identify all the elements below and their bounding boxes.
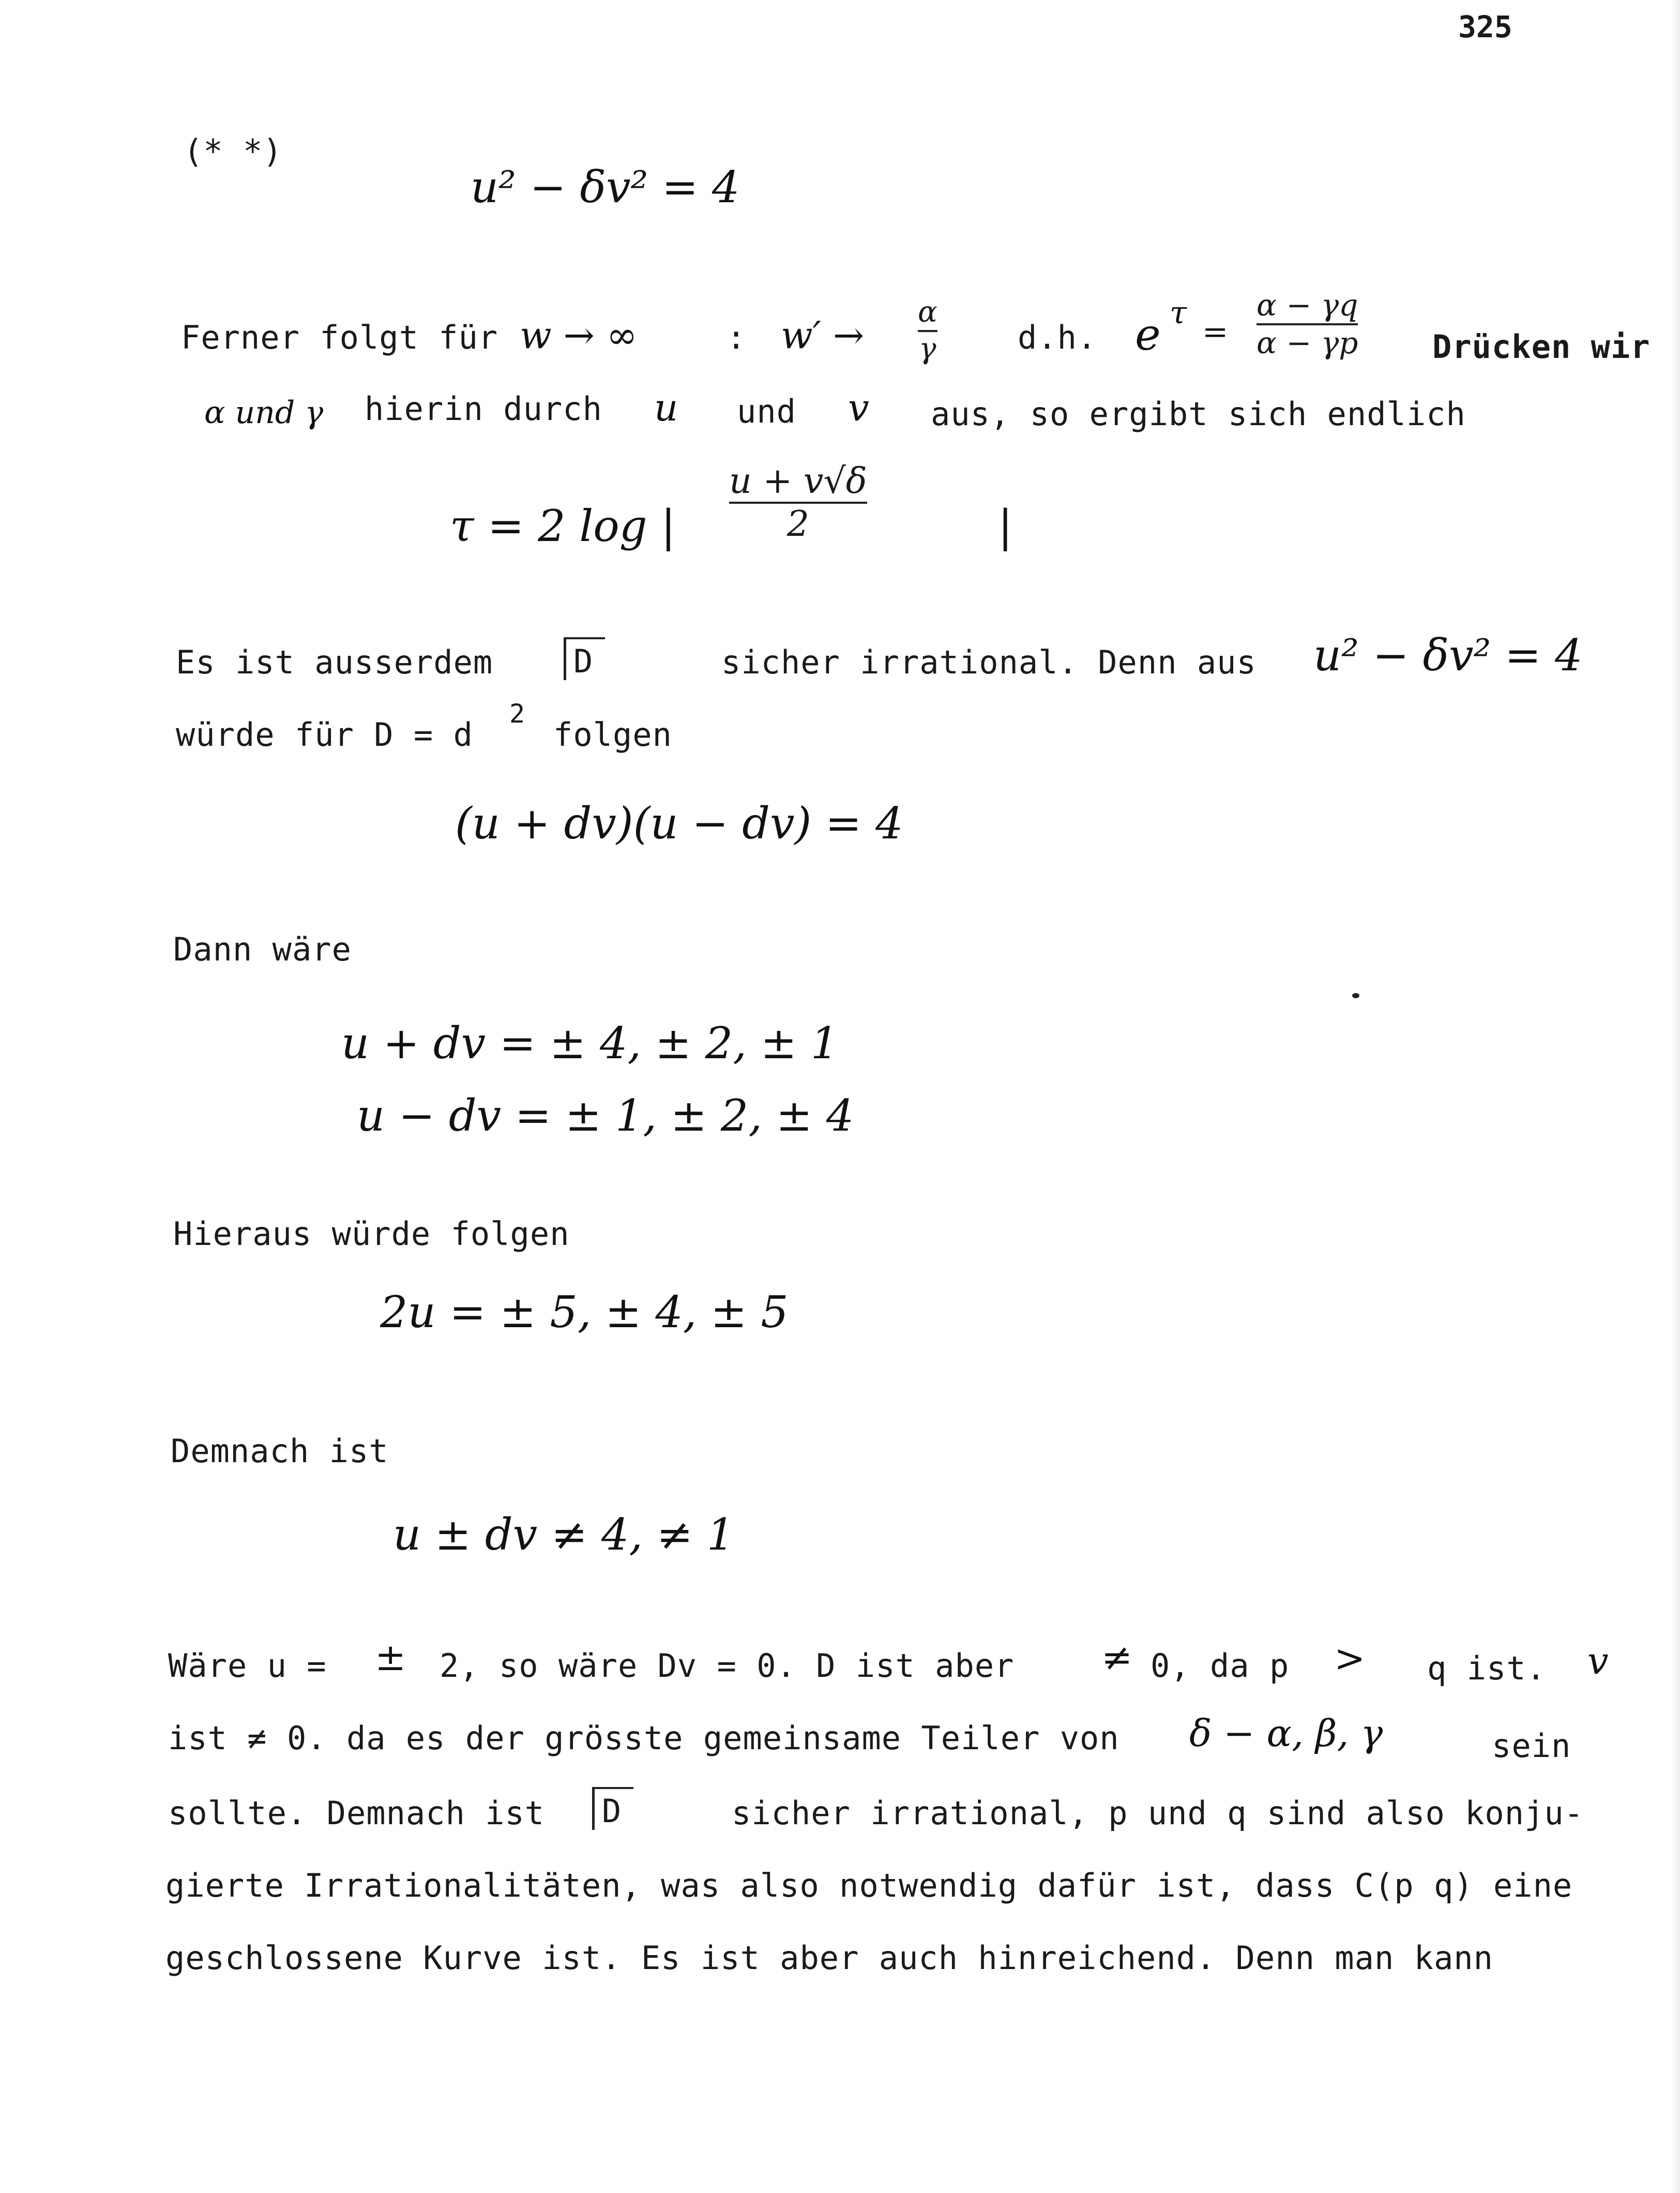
para2-es-ist-ausserdem: Es ist ausserdem [176,643,493,681]
para1-alpha-und-gamma: α und γ [204,395,324,431]
para6-line1-da-p: 0, da p [1151,1647,1290,1685]
para6-line4: gierte Irrationalitäten, was also notwendig dafür ist, dass C(p q) eine [165,1867,1573,1904]
equation-tau-rhs: | [998,501,1013,551]
para6-line3-sollte: sollte. Demnach ist [168,1794,545,1832]
para2-sicher-irrational: sicher irrational. Denn aus [721,643,1257,681]
para6-line2-text: ist ≠ 0. da es der grösste gemeinsame Teiler von [168,1719,1119,1757]
para2-formula: u² − δv² = 4 [1313,630,1583,681]
equation-inequality: u ± dv ≠ 4, ≠ 1 [393,1509,735,1560]
para5-demnach-ist: Demnach ist [171,1432,389,1470]
para6-v-symbol: v [1587,1639,1609,1683]
para1-w-limit: w → ∞ [520,313,638,357]
ink-dot [1352,993,1359,998]
fraction-tau-numerator: u + v√δ [729,461,867,502]
para1-tau-exponent: τ [1170,295,1187,331]
para6-line1-q-ist: q ist. [1427,1649,1546,1687]
para1-equals: = [1202,314,1229,350]
para1-e: e [1135,309,1161,360]
para6-line3-rest: sicher irrational, p und q sind also konju- [732,1794,1584,1832]
fraction-main [1257,290,1358,359]
para6-line5: geschlossene Kurve ist. Es ist aber auch hinreichend. Denn man kann [165,1939,1493,1977]
para4-hieraus: Hieraus würde folgen [173,1215,570,1253]
fraction-alpha-gamma-numerator: α [918,295,937,329]
para1-aus-so-ergibt: aus, so ergibt sich endlich [931,395,1466,433]
equation-double-star: u² − δv² = 4 [471,162,740,213]
equation-product: (u + dv)(u − dv) = 4 [455,798,903,849]
para1-text-ferner: Ferner folgt für [181,319,498,356]
scan-edge-shadow [1671,0,1680,2193]
para1-und: und [737,393,796,430]
fraction-tau [729,463,867,543]
equation-cases-plus: u + dv = ± 4, ± 2, ± 1 [341,1018,839,1069]
sqrt-D-second-radicand: D [592,1787,633,1830]
para1-wprime-limit: w′ → [781,313,865,357]
para6-line1-middle: 2, so wäre Dv = 0. D ist aber [440,1647,1015,1685]
page-number: 325 [1458,9,1512,44]
para6-plus-minus: ± [375,1635,406,1679]
para1-u-symbol: u [654,386,678,429]
equation-cases-minus: u − dv = ± 1, ± 2, ± 4 [357,1090,854,1141]
fraction-alpha-gamma-denominator: γ [919,332,936,366]
equation-label: (* *) [184,132,283,170]
para6-greater-than: > [1334,1636,1366,1680]
equation-tau-lhs: τ = 2 log | [450,501,676,551]
sqrt-D [564,637,605,680]
para3-dann-waere: Dann wäre [173,930,352,968]
sqrt-D-radicand: D [564,637,605,680]
equation-2u: 2u = ± 5, ± 4, ± 5 [380,1287,789,1338]
fraction-alpha-gamma [918,297,937,365]
para6-line2-sein: sein [1492,1727,1571,1765]
para2-exponent: 2 [509,699,526,729]
fraction-main-denominator: α − γp [1257,325,1358,361]
para2-folgen: folgen [553,716,672,754]
fraction-main-numerator: α − γq [1257,288,1358,323]
para1-colon: : [727,319,747,356]
para6-neq: ≠ [1101,1635,1133,1679]
para6-greek-terms: δ − α, β, γ [1189,1711,1383,1755]
para6-waere-u: Wäre u = [168,1647,327,1685]
para1-dh: d.h. [1018,319,1097,356]
fraction-tau-denominator: 2 [786,504,809,545]
sqrt-D-second [592,1787,633,1830]
para1-druecken-wir: Drücken wir [1432,328,1651,366]
para1-v-symbol: v [848,386,869,429]
para1-hierin-durch: hierin durch [365,390,602,428]
para2-wuerde-fuer: würde für D = d [176,716,473,754]
